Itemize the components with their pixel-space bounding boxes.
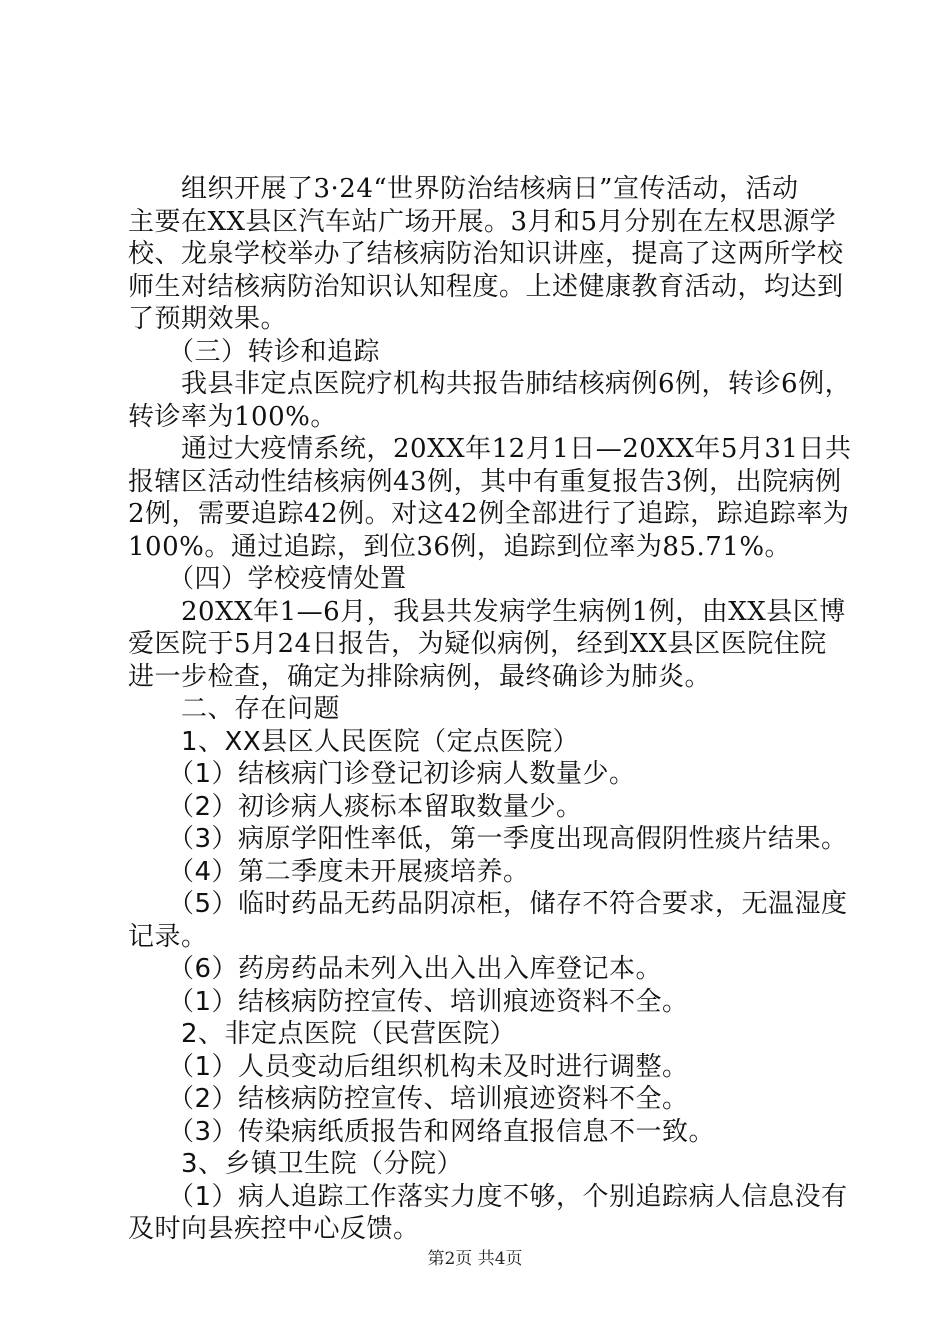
heading-line: 3、乡镇卫生院（分院） [128, 1149, 464, 1179]
heading-line: （1）病人追踪工作落实力度不够，个别追踪病人信息没有 [128, 1181, 848, 1212]
heading-line: （1）结核病门诊登记初诊病人数量少。 [128, 759, 636, 789]
paragraph-line: 爱医院于5月24日报告，为疑似病例，经到XX县区医院住院 [128, 629, 827, 659]
heading-line: （四）学校疫情处置 [128, 564, 407, 594]
heading-line: 及时向县疾控中心反馈。 [128, 1214, 420, 1244]
document-body [128, 173, 852, 1246]
paragraph-line: 主要在XX县区汽车站广场开展。3月和5月分别在左权思源学 [128, 206, 837, 237]
heading-line: 二、存在问题 [128, 694, 341, 724]
paragraph-line: 校、龙泉学校举办了结核病防治知识讲座，提高了这两所学校 [128, 239, 844, 269]
paragraph-line: 通过大疫情系统，20XX年12月1日—20XX年5月31日共 [128, 434, 852, 464]
heading-line: （4）第二季度未开展痰培养。 [128, 856, 530, 887]
paragraph-line: 100%。通过追踪，到位36例，追踪到位率为85.71%。 [128, 531, 792, 562]
heading-line: （5）临时药品无药品阴凉柜，储存不符合要求，无温湿度 [128, 889, 848, 919]
paragraph-line: 报辖区活动性结核病例43例，其中有重复报告3例，出院病例 [128, 466, 842, 497]
paragraph-line: 我县非定点医院疗机构共报告肺结核病例6例，转诊6例， [128, 369, 852, 399]
heading-line: （2）结核病防控宣传、培训痕迹资料不全。 [128, 1084, 689, 1114]
paragraph-line: 20XX年1—6月，我县共发病学生病例1例，由XX县区博 [128, 596, 846, 627]
paragraph-line: 师生对结核病防治知识认知程度。上述健康教育活动，均达到 [128, 271, 844, 302]
heading-line: （2）初诊病人痰标本留取数量少。 [128, 791, 583, 822]
heading-line: 2、非定点医院（民营医院） [128, 1019, 517, 1049]
paragraph-line: 进一步检查，确定为排除病例，最终确诊为肺炎。 [128, 661, 712, 692]
heading-line: （3）传染病纸质报告和网络直报信息不一致。 [128, 1116, 716, 1147]
heading-line: （3）病原学阳性率低，第一季度出现高假阴性痰片结果。 [128, 824, 848, 854]
paragraph-line: 转诊率为100%。 [128, 401, 337, 432]
heading-line: （三）转诊和追踪 [128, 336, 381, 367]
paragraph-line: 了预期效果。 [128, 304, 288, 334]
page-footer: 第2页 共4页 [427, 1249, 523, 1269]
paragraph-line: 2例，需要追踪42例。对这42例全部进行了追踪，踪追踪率为 [128, 499, 850, 529]
heading-line: （6）药房药品未列入出入出入库登记本。 [128, 954, 663, 984]
heading-line: （1）人员变动后组织机构未及时进行调整。 [128, 1051, 689, 1082]
heading-line: （1）结核病防控宣传、培训痕迹资料不全。 [128, 986, 689, 1017]
heading-line: 1、XX县区人民医院（定点医院） [128, 726, 580, 757]
heading-line: 记录。 [128, 921, 208, 952]
paragraph-line: 组织开展了3·24“世界防治结核病日”宣传活动，活动 [128, 174, 799, 204]
